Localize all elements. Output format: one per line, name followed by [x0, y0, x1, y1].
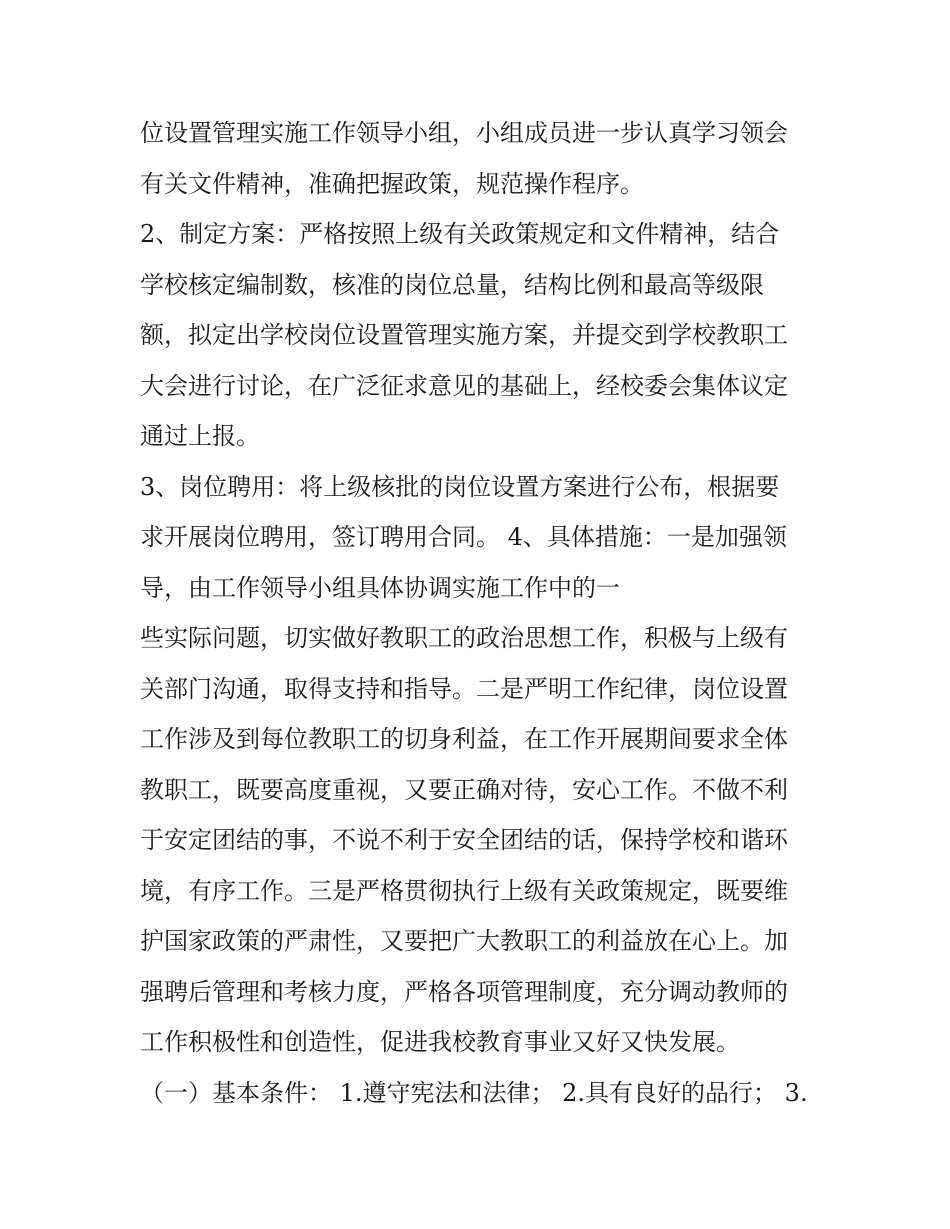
- text-line: 于安定团结的事，不说不利于安全团结的话，保持学校和谐环: [140, 826, 788, 854]
- text-line: 3、岗位聘用：将上级核批的岗位设置方案进行公布，根据要: [140, 472, 780, 501]
- text-line: 通过上报。: [140, 422, 260, 450]
- text-line: 2、制定方案：严格按照上级有关政策规定和文件精神，结合: [140, 220, 780, 248]
- text-line: 些实际问题，切实做好教职工的政治思想工作，积极与上级有: [140, 624, 788, 652]
- text-line: （一）基本条件： 1.遵守宪法和法律； 2.具有良好的品行； 3.: [140, 1078, 808, 1107]
- text-line: 关部门沟通，取得支持和指导。二是严明工作纪律，岗位设置: [140, 674, 788, 703]
- text-line: 教职工，既要高度重视，又要正确对待，安心工作。不做不利: [140, 775, 788, 804]
- text-line: 求开展岗位聘用，签订聘用合同。 4、具体措施：一是加强领: [140, 523, 787, 551]
- text-line: 学校核定编制数，核准的岗位总量，结构比例和最高等级限: [140, 270, 764, 299]
- text-line: 强聘后管理和考核力度，严格各项管理制度，充分调动教师的: [140, 977, 788, 1006]
- text-line: 位设置管理实施工作领导小组，小组成员进一步认真学习领会: [140, 119, 788, 147]
- text-line: 大会进行讨论，在广泛征求意见的基础上，经校委会集体议定: [140, 371, 788, 400]
- text-line: 有关文件精神，准确把握政策，规范操作程序。: [140, 169, 644, 198]
- text-line: 额，拟定出学校岗位设置管理实施方案，并提交到学校教职工: [140, 321, 788, 349]
- text-line: 境，有序工作。三是严格贯彻执行上级有关政策规定，既要维: [140, 876, 788, 905]
- document-body: [140, 108, 820, 1118]
- text-line: 护国家政策的严肃性，又要把广大教职工的利益放在心上。加: [140, 927, 788, 955]
- text-line: 导，由工作领导小组具体协调实施工作中的一: [140, 573, 620, 602]
- text-line: 工作涉及到每位教职工的切身利益，在工作开展期间要求全体: [140, 725, 788, 753]
- text-line: 工作积极性和创造性，促进我校教育事业又好又快发展。: [140, 1028, 740, 1056]
